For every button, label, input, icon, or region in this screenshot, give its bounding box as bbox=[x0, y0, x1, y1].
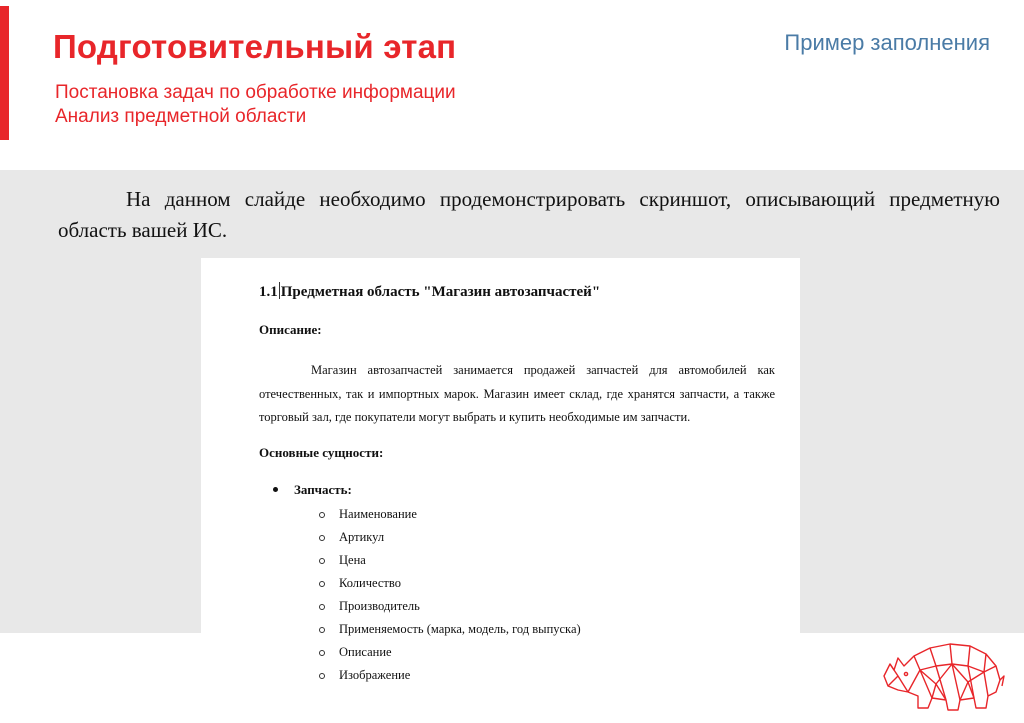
text-cursor bbox=[279, 282, 280, 299]
intro-paragraph: На данном слайде необходимо продемонстрировать скриншот, описывающий предметную область вашей ИС. bbox=[58, 187, 1000, 242]
list-item: Количество bbox=[319, 575, 581, 598]
list-item: Изображение bbox=[319, 667, 581, 690]
rhino-logo-icon bbox=[880, 636, 1006, 714]
document-screenshot bbox=[201, 258, 800, 723]
list-item: Описание bbox=[319, 644, 581, 667]
description-paragraph: Магазин автозапчастей занимается продажей запчастей для автомобилей как отечественных, так и импортных марок. Магазин имеет склад, где хранятся запчасти, а также торговый зал, где покупатели могут выбрать и купить необходимые им запчасти. bbox=[259, 363, 775, 424]
heading-number: 1.1 bbox=[259, 284, 278, 300]
description-label: Описание: bbox=[259, 322, 322, 337]
list-item: Артикул bbox=[319, 529, 581, 552]
slide-subtitle-tasks: Постановка задач по обработке информации bbox=[55, 82, 456, 103]
entity-name: Запчасть: bbox=[294, 482, 352, 497]
heading-text: Предметная область "Магазин автозапчастей" bbox=[280, 284, 601, 300]
list-item: Цена bbox=[319, 552, 581, 575]
list-item: Применяемость (марка, модель, год выпуска) bbox=[319, 621, 581, 644]
list-item: Наименование bbox=[319, 506, 581, 529]
bullet-icon bbox=[273, 487, 278, 492]
document-heading bbox=[259, 282, 600, 301]
slide-subtitle-analysis: Анализ предметной области bbox=[55, 106, 307, 127]
accent-bar bbox=[0, 6, 9, 140]
entity-item bbox=[273, 482, 352, 498]
list-item: Производитель bbox=[319, 598, 581, 621]
example-badge: Пример заполнения bbox=[784, 30, 990, 55]
attribute-list bbox=[319, 506, 581, 690]
entities-label: Основные сущности: bbox=[259, 445, 384, 460]
slide-title: Подготовительный этап bbox=[53, 28, 457, 65]
